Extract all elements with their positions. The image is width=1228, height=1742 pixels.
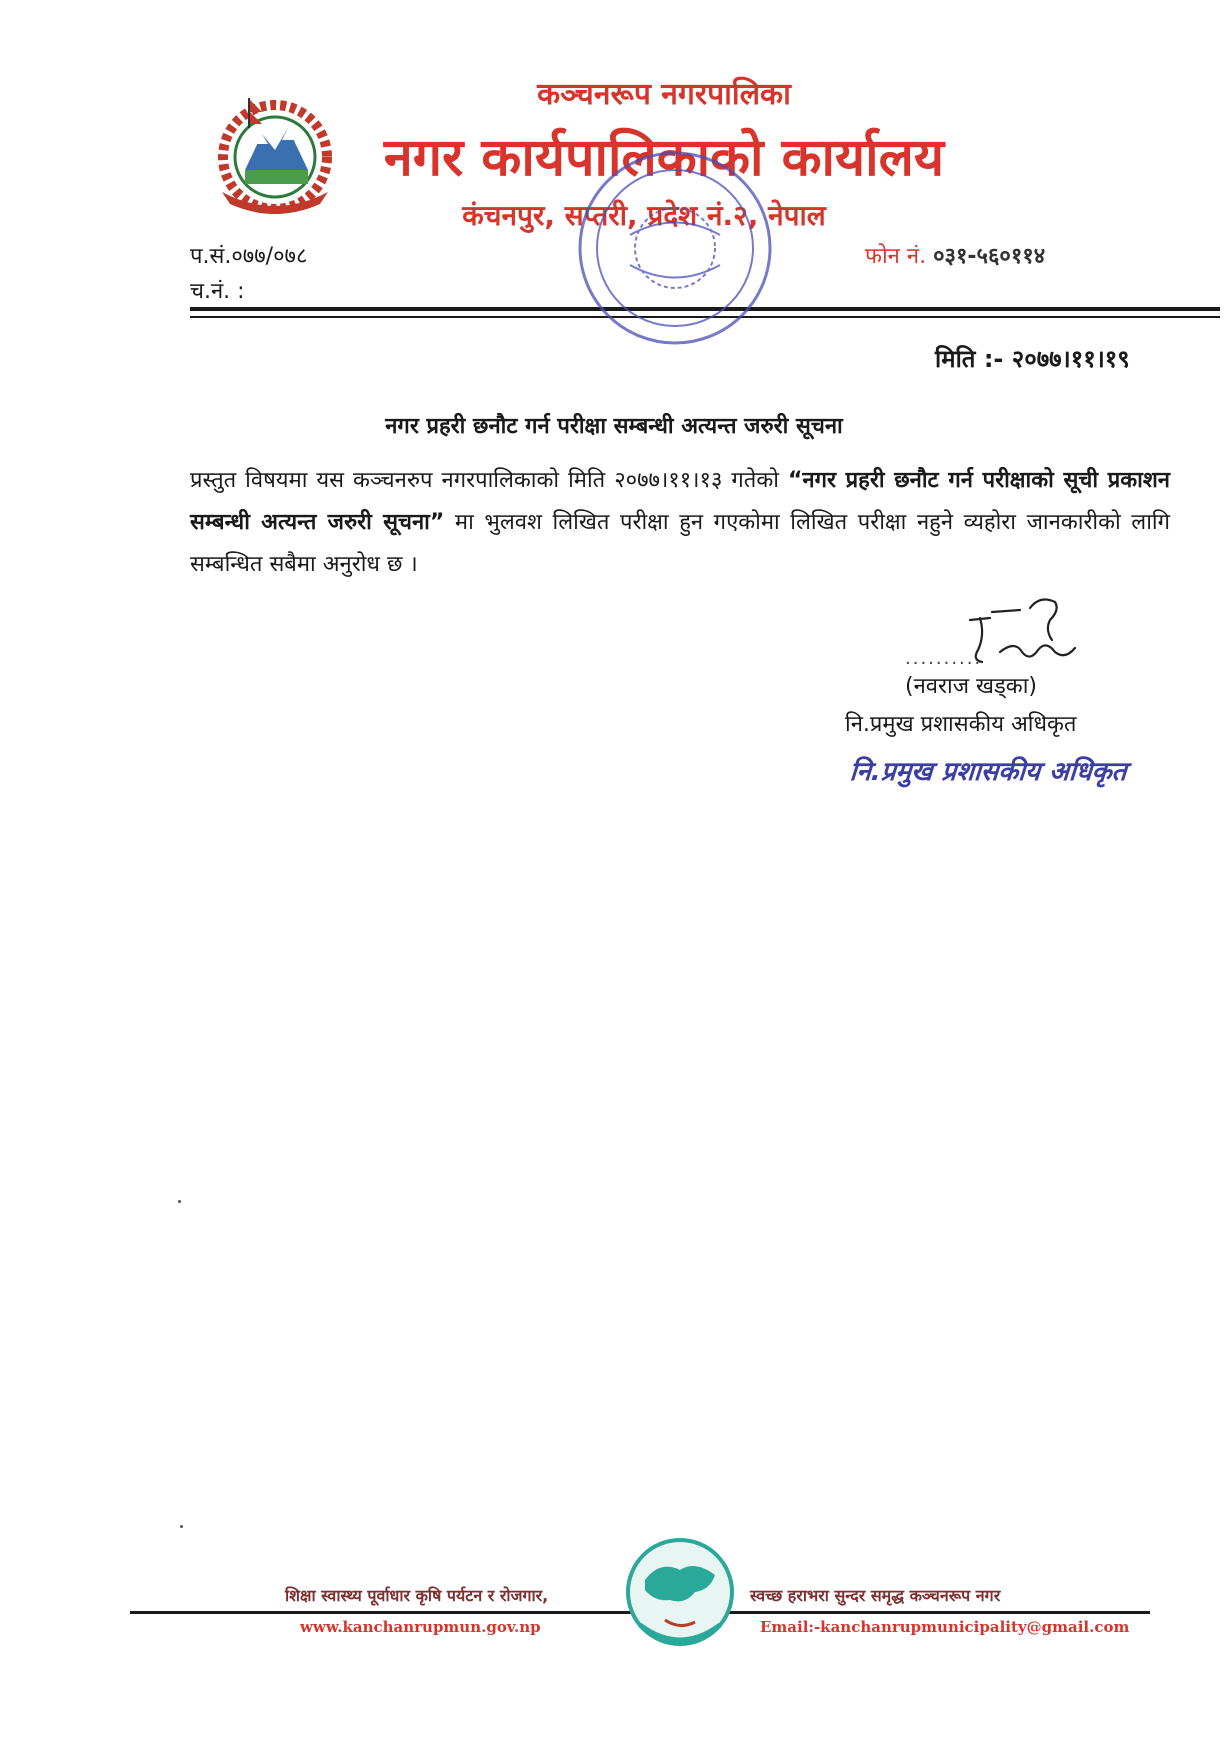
signature-line: .......... bbox=[905, 648, 983, 669]
body-text-request: मा भुलवश लिखित परीक्षा हुन गएकोमा लिखित परीक्षा नहुने व्यहोरा जानकारीको लागि सम्बन्धित सबैमा अनुरोध छ । bbox=[190, 510, 1170, 577]
phone-number: ०३१-५६०११४ bbox=[933, 244, 1046, 269]
designation-stamp: नि.प्रमुख प्रशासकीय अधिकृत bbox=[848, 757, 1128, 787]
footer-website-link[interactable]: www.kanchanrupmun.gov.np bbox=[300, 1618, 541, 1636]
scan-speck bbox=[178, 1200, 181, 1203]
letter-date: मिति :- २०७७।११।१९ bbox=[935, 345, 1130, 373]
municipality-name: कञ्चनरूप नगरपालिका bbox=[537, 77, 791, 112]
globe-logo-icon bbox=[615, 1530, 745, 1660]
footer-email-link[interactable]: Email:-kanchanrupmunicipality@gmail.com bbox=[760, 1618, 1130, 1636]
body-quoted-title: “नगर प्रहरी छनौट गर्न परीक्षाको सूची प्रकाशन सम्बन्धी अत्यन्त जरुरी सूचना” bbox=[190, 468, 1171, 535]
footer-slogan-right: स्वच्छ हराभरा सुन्दर समृद्ध कञ्चनरूप नगर bbox=[750, 1586, 1001, 1605]
notice-subject: नगर प्रहरी छनौट गर्न परीक्षा सम्बन्धी अत्यन्त जरुरी सूचना bbox=[385, 414, 843, 439]
footer-slogan-left: शिक्षा स्वास्थ्य पूर्वाधार कृषि पर्यटन र रोजगार, bbox=[285, 1586, 549, 1605]
reference-number: प.सं.०७७/०७८ bbox=[190, 244, 308, 269]
body-text-intro: प्रस्तुत विषयमा यस कञ्चनरुप नगरपालिकाको मिति २०७७।११।१३ गतेको bbox=[190, 468, 788, 493]
dispatch-number: च.नं. : bbox=[190, 279, 245, 304]
signatory-name: (नवराज खड्का) bbox=[905, 674, 1037, 699]
office-name: नगर कार्यपालिकाको कार्यालय bbox=[383, 128, 945, 188]
office-seal-icon bbox=[570, 140, 780, 355]
notice-body bbox=[190, 460, 1170, 586]
signatory-title: नि.प्रमुख प्रशासकीय अधिकृत bbox=[845, 712, 1077, 737]
office-address: कंचनपुर, सप्तरी, प्रदेश नं.२, नेपाल bbox=[462, 199, 826, 232]
phone-line bbox=[865, 240, 1045, 270]
phone-label: फोन नं. bbox=[865, 244, 927, 269]
scan-speck bbox=[180, 1525, 183, 1528]
